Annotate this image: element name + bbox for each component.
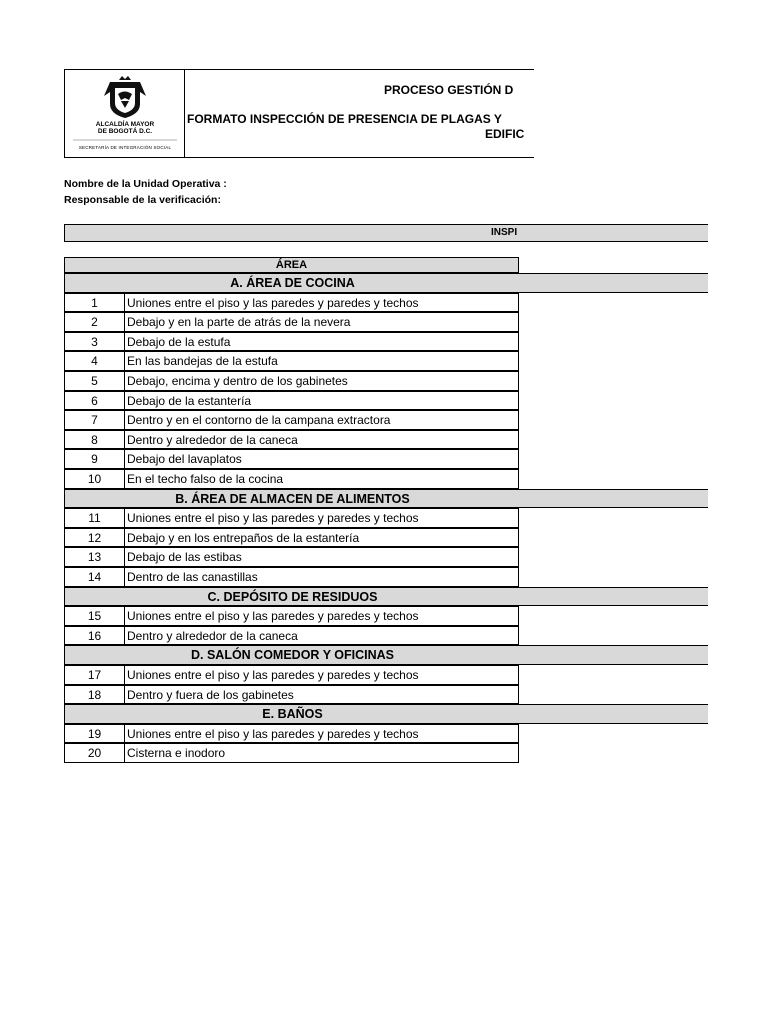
section-row [64, 704, 708, 724]
row-number: 18 [64, 685, 125, 705]
row-description: En las bandejas de la estufa [124, 351, 519, 371]
row-number: 7 [64, 410, 125, 430]
row-description: Cisterna e inodoro [124, 743, 519, 763]
row-number: 10 [64, 469, 125, 489]
row-description: En el techo falso de la cocina [124, 469, 519, 489]
table-row [64, 626, 519, 646]
unit-label: Nombre de la Unidad Operativa : [64, 178, 227, 190]
table-row [64, 351, 519, 371]
row-description: Uniones entre el piso y las paredes y paredes y techos [124, 293, 519, 313]
row-number: 4 [64, 351, 125, 371]
row-number: 3 [64, 332, 125, 352]
table-row [64, 508, 519, 528]
responsible-label: Responsable de la verificación: [64, 194, 221, 206]
table-row [64, 567, 519, 587]
section-title-cell [64, 645, 708, 665]
format-title-line2: EDIFIC [485, 127, 525, 141]
inspection-bar [64, 224, 708, 242]
row-description: Uniones entre el piso y las paredes y paredes y techos [124, 606, 519, 626]
row-number: 20 [64, 743, 125, 763]
section-row [64, 645, 708, 665]
table-row [64, 743, 519, 763]
section-title-cell [64, 489, 708, 509]
row-description: Dentro y fuera de los gabinetes [124, 685, 519, 705]
section-title: D. SALÓN COMEDOR Y OFICINAS [190, 648, 395, 663]
table-row [64, 724, 519, 744]
table-row [64, 410, 519, 430]
section-title: E. BAÑOS [262, 707, 323, 722]
section-title: C. DEPÓSITO DE RESIDUOS [207, 589, 378, 604]
row-number: 12 [64, 528, 125, 548]
table-row [64, 685, 519, 705]
row-description: Uniones entre el piso y las paredes y paredes y techos [124, 508, 519, 528]
row-description: Debajo y en la parte de atrás de la nevera [124, 312, 519, 332]
table-row [64, 665, 519, 685]
section-row [64, 273, 708, 293]
row-number: 6 [64, 391, 125, 411]
section-row [64, 587, 708, 607]
inspection-label: INSPI [491, 227, 518, 238]
format-title: FORMATO INSPECCIÓN DE PRESENCIA DE PLAGAS Y [187, 112, 502, 126]
logo [65, 70, 185, 157]
row-description: Uniones entre el piso y las paredes y paredes y techos [124, 724, 519, 744]
table-row [64, 528, 519, 548]
row-description: Dentro y en el contorno de la campana extractora [124, 410, 519, 430]
row-description: Debajo de la estantería [124, 391, 519, 411]
table-row [64, 371, 519, 391]
row-number: 5 [64, 371, 125, 391]
table-row [64, 606, 519, 626]
row-number: 16 [64, 626, 125, 646]
row-number: 13 [64, 547, 125, 567]
table-row [64, 332, 519, 352]
logo-text-line: SECRETARÍA DE INTEGRACIÓN SOCIAL [78, 145, 172, 150]
row-description: Debajo de las estibas [124, 547, 519, 567]
row-description: Debajo, encima y dentro de los gabinetes [124, 371, 519, 391]
table-row [64, 391, 519, 411]
row-number: 2 [64, 312, 125, 332]
row-description: Debajo de la estufa [124, 332, 519, 352]
row-number: 1 [64, 293, 125, 313]
row-description: Dentro de las canastillas [124, 567, 519, 587]
section-title-cell [64, 587, 708, 607]
row-description: Dentro y alrededor de la caneca [124, 626, 519, 646]
row-number: 19 [64, 724, 125, 744]
table-row [64, 430, 519, 450]
row-number: 17 [64, 665, 125, 685]
table-row [64, 547, 519, 567]
section-title-cell [64, 704, 708, 724]
row-number: 15 [64, 606, 125, 626]
section-row [64, 489, 708, 509]
logo-text-line: ALCALDÍA MAYOR [95, 121, 155, 128]
table-row [64, 469, 519, 489]
table-row [64, 312, 519, 332]
row-number: 11 [64, 508, 125, 528]
section-title: A. ÁREA DE COCINA [230, 276, 355, 290]
process-title: PROCESO GESTIÓN D [384, 83, 514, 97]
row-description: Debajo del lavaplatos [124, 449, 519, 469]
row-description: Debajo y en los entrepaños de la estantería [124, 528, 519, 548]
section-title-cell [64, 273, 708, 293]
row-number: 8 [64, 430, 125, 450]
table-row [64, 293, 519, 313]
row-number: 14 [64, 567, 125, 587]
section-title: B. ÁREA DE ALMACEN DE ALIMENTOS [175, 491, 410, 506]
row-description: Uniones entre el piso y las paredes y paredes y techos [124, 665, 519, 685]
logo-text-line: DE BOGOTÁ D.C. [97, 128, 153, 135]
table-row [64, 449, 519, 469]
row-number: 9 [64, 449, 125, 469]
area-header: ÁREA [64, 257, 519, 273]
row-description: Dentro y alrededor de la caneca [124, 430, 519, 450]
